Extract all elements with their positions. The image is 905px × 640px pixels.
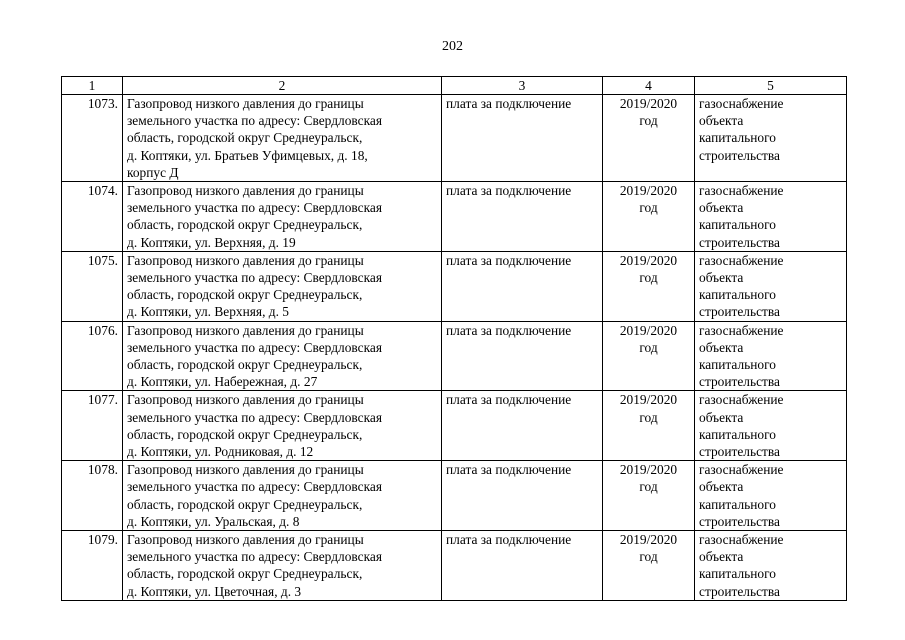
payment-type: плата за подключение bbox=[442, 391, 603, 461]
row-number: 1074. bbox=[62, 182, 123, 252]
object-description bbox=[123, 182, 442, 252]
purpose-line: газоснабжение bbox=[699, 392, 784, 408]
purpose-line: строительства bbox=[699, 513, 780, 529]
period-year bbox=[603, 182, 695, 252]
description-line: область, городской округ Среднеуральск, bbox=[127, 426, 363, 442]
year-line: год bbox=[639, 200, 658, 216]
description-line: земельного участка по адресу: Свердловская bbox=[127, 549, 382, 565]
object-description bbox=[123, 251, 442, 321]
row-number: 1075. bbox=[62, 251, 123, 321]
table-row bbox=[62, 251, 847, 321]
description-line: Газопровод низкого давления до границы bbox=[127, 252, 364, 268]
year-line: год bbox=[639, 479, 658, 495]
purpose-line: капитального bbox=[699, 426, 776, 442]
purpose-line: объекта bbox=[699, 200, 744, 216]
purpose-line: объекта bbox=[699, 479, 744, 495]
purpose-line: капитального bbox=[699, 217, 776, 233]
row-number: 1079. bbox=[62, 531, 123, 601]
table-row bbox=[62, 95, 847, 182]
description-line: д. Коптяки, ул. Набережная, д. 27 bbox=[127, 374, 318, 390]
table-header bbox=[62, 77, 847, 95]
description-line: Газопровод низкого давления до границы bbox=[127, 532, 364, 548]
purpose-line: газоснабжение bbox=[699, 322, 784, 338]
period-year bbox=[603, 461, 695, 531]
purpose-line: объекта bbox=[699, 270, 744, 286]
column-header-2: 2 bbox=[123, 77, 442, 95]
year-line: год bbox=[639, 113, 658, 129]
purpose-line: строительства bbox=[699, 444, 780, 460]
object-description bbox=[123, 391, 442, 461]
purpose-line: газоснабжение bbox=[699, 183, 784, 199]
year-line: год bbox=[639, 409, 658, 425]
description-line: Газопровод низкого давления до границы bbox=[127, 183, 364, 199]
row-number: 1078. bbox=[62, 461, 123, 531]
purpose bbox=[695, 95, 847, 182]
column-header-4: 4 bbox=[603, 77, 695, 95]
object-description bbox=[123, 461, 442, 531]
description-line: д. Коптяки, ул. Цветочная, д. 3 bbox=[127, 583, 302, 599]
purpose bbox=[695, 251, 847, 321]
purpose-line: капитального bbox=[699, 130, 776, 146]
purpose-line: объекта bbox=[699, 409, 744, 425]
year-line: 2019/2020 bbox=[619, 96, 678, 111]
column-header-3: 3 bbox=[442, 77, 603, 95]
description-line: д. Коптяки, ул. Братьев Уфимцевых, д. 18, bbox=[127, 147, 368, 163]
purpose-line: газоснабжение bbox=[699, 96, 784, 111]
table-row bbox=[62, 531, 847, 601]
purpose-line: капитального bbox=[699, 357, 776, 373]
purpose-line: объекта bbox=[699, 339, 744, 355]
purpose-line: газоснабжение bbox=[699, 532, 784, 548]
description-line: Газопровод низкого давления до границы bbox=[127, 462, 364, 478]
purpose-line: строительства bbox=[699, 147, 780, 163]
connection-table bbox=[61, 76, 847, 601]
column-header-1: 1 bbox=[62, 77, 123, 95]
description-line: область, городской округ Среднеуральск, bbox=[127, 496, 363, 512]
object-description bbox=[123, 531, 442, 601]
purpose-line: строительства bbox=[699, 304, 780, 320]
year-line: 2019/2020 bbox=[619, 392, 678, 408]
year-line: год bbox=[639, 339, 658, 355]
table-row bbox=[62, 182, 847, 252]
description-line: д. Коптяки, ул. Верхняя, д. 5 bbox=[127, 304, 289, 320]
purpose-line: капитального bbox=[699, 287, 776, 303]
year-line: 2019/2020 bbox=[619, 183, 678, 199]
row-number: 1077. bbox=[62, 391, 123, 461]
year-line: год bbox=[639, 549, 658, 565]
object-description bbox=[123, 321, 442, 391]
year-line: 2019/2020 bbox=[619, 532, 678, 548]
row-number: 1073. bbox=[62, 95, 123, 182]
purpose-line: объекта bbox=[699, 113, 744, 129]
description-line: земельного участка по адресу: Свердловская bbox=[127, 200, 382, 216]
purpose-line: капитального bbox=[699, 496, 776, 512]
payment-type: плата за подключение bbox=[442, 182, 603, 252]
period-year bbox=[603, 95, 695, 182]
payment-type: плата за подключение bbox=[442, 531, 603, 601]
table-row bbox=[62, 391, 847, 461]
column-header-5: 5 bbox=[695, 77, 847, 95]
description-line: д. Коптяки, ул. Родниковая, д. 12 bbox=[127, 444, 314, 460]
table-row bbox=[62, 461, 847, 531]
purpose-line: газоснабжение bbox=[699, 462, 784, 478]
purpose-line: газоснабжение bbox=[699, 252, 784, 268]
period-year bbox=[603, 321, 695, 391]
object-description bbox=[123, 95, 442, 182]
payment-type: плата за подключение bbox=[442, 95, 603, 182]
payment-type: плата за подключение bbox=[442, 251, 603, 321]
description-line: земельного участка по адресу: Свердловская bbox=[127, 409, 382, 425]
purpose bbox=[695, 182, 847, 252]
description-line: корпус Д bbox=[127, 164, 179, 180]
period-year bbox=[603, 251, 695, 321]
description-line: область, городской округ Среднеуральск, bbox=[127, 357, 363, 373]
purpose-line: объекта bbox=[699, 549, 744, 565]
year-line: год bbox=[639, 270, 658, 286]
description-line: земельного участка по адресу: Свердловская bbox=[127, 339, 382, 355]
description-line: земельного участка по адресу: Свердловская bbox=[127, 113, 382, 129]
purpose bbox=[695, 391, 847, 461]
description-line: д. Коптяки, ул. Уральская, д. 8 bbox=[127, 513, 300, 529]
period-year bbox=[603, 391, 695, 461]
table-row bbox=[62, 321, 847, 391]
page-number: 202 bbox=[442, 39, 463, 54]
purpose bbox=[695, 461, 847, 531]
period-year bbox=[603, 531, 695, 601]
description-line: Газопровод низкого давления до границы bbox=[127, 96, 364, 111]
header-row bbox=[62, 77, 847, 95]
year-line: 2019/2020 bbox=[619, 322, 678, 338]
year-line: 2019/2020 bbox=[619, 462, 678, 478]
description-line: д. Коптяки, ул. Верхняя, д. 19 bbox=[127, 234, 296, 250]
description-line: область, городской округ Среднеуральск, bbox=[127, 566, 363, 582]
purpose-line: строительства bbox=[699, 583, 780, 599]
description-line: Газопровод низкого давления до границы bbox=[127, 392, 364, 408]
year-line: 2019/2020 bbox=[619, 252, 678, 268]
description-line: область, городской округ Среднеуральск, bbox=[127, 217, 363, 233]
payment-type: плата за подключение bbox=[442, 461, 603, 531]
purpose-line: капитального bbox=[699, 566, 776, 582]
purpose-line: строительства bbox=[699, 374, 780, 390]
description-line: Газопровод низкого давления до границы bbox=[127, 322, 364, 338]
description-line: земельного участка по адресу: Свердловская bbox=[127, 270, 382, 286]
purpose bbox=[695, 321, 847, 391]
table-body bbox=[62, 95, 847, 601]
description-line: земельного участка по адресу: Свердловская bbox=[127, 479, 382, 495]
payment-type: плата за подключение bbox=[442, 321, 603, 391]
row-number: 1076. bbox=[62, 321, 123, 391]
purpose-line: строительства bbox=[699, 234, 780, 250]
description-line: область, городской округ Среднеуральск, bbox=[127, 130, 363, 146]
purpose bbox=[695, 531, 847, 601]
description-line: область, городской округ Среднеуральск, bbox=[127, 287, 363, 303]
